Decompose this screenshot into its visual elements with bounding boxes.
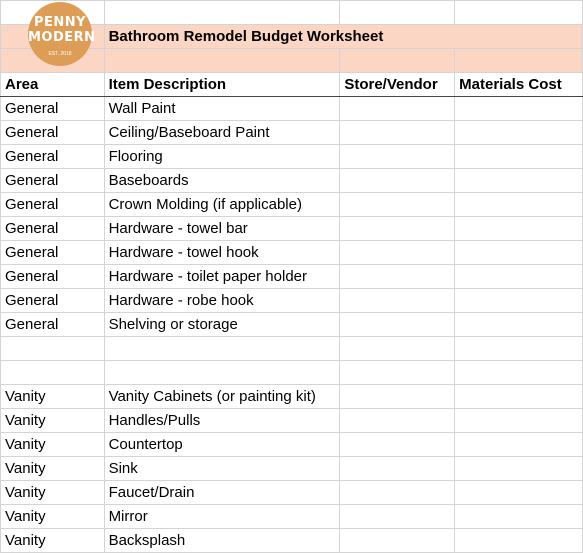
table-row — [1, 169, 583, 193]
item-description-cell[interactable]: Hardware - toilet paper holder — [104, 265, 340, 289]
table-row — [1, 265, 583, 289]
store-vendor-cell[interactable] — [340, 121, 455, 145]
table-row — [1, 289, 583, 313]
area-cell[interactable]: Vanity — [1, 457, 105, 481]
area-cell[interactable]: General — [1, 97, 105, 121]
store-vendor-cell[interactable] — [340, 337, 455, 361]
table-row — [1, 145, 583, 169]
area-cell[interactable]: General — [1, 313, 105, 337]
area-cell[interactable]: General — [1, 289, 105, 313]
table-row — [1, 313, 583, 337]
area-cell[interactable]: General — [1, 241, 105, 265]
table-row — [1, 409, 583, 433]
materials-cost-cell[interactable] — [455, 121, 583, 145]
item-description-cell[interactable]: Baseboards — [104, 169, 340, 193]
store-vendor-cell[interactable] — [340, 241, 455, 265]
table-row — [1, 361, 583, 385]
store-vendor-cell[interactable] — [340, 457, 455, 481]
store-vendor-cell[interactable] — [340, 481, 455, 505]
store-vendor-cell[interactable] — [340, 169, 455, 193]
item-description-cell[interactable] — [104, 337, 340, 361]
materials-cost-cell[interactable] — [455, 361, 583, 385]
area-cell[interactable] — [1, 337, 105, 361]
table-row — [1, 481, 583, 505]
materials-cost-cell[interactable] — [455, 457, 583, 481]
table-row — [1, 121, 583, 145]
table-row — [1, 193, 583, 217]
cell[interactable] — [104, 49, 340, 73]
cell[interactable] — [340, 1, 455, 25]
materials-cost-cell[interactable] — [455, 97, 583, 121]
item-description-cell[interactable]: Faucet/Drain — [104, 481, 340, 505]
store-vendor-cell[interactable] — [340, 145, 455, 169]
area-cell[interactable]: General — [1, 217, 105, 241]
item-description-cell[interactable] — [104, 361, 340, 385]
materials-cost-cell[interactable] — [455, 217, 583, 241]
materials-cost-cell[interactable] — [455, 385, 583, 409]
materials-cost-cell[interactable] — [455, 505, 583, 529]
table-row — [1, 529, 583, 553]
table-row — [1, 457, 583, 481]
item-description-cell[interactable]: Hardware - towel bar — [104, 217, 340, 241]
logo-line-1: PENNY — [33, 15, 87, 30]
area-cell[interactable]: General — [1, 265, 105, 289]
store-vendor-cell[interactable] — [340, 193, 455, 217]
area-cell[interactable] — [1, 361, 105, 385]
area-cell[interactable]: Vanity — [1, 385, 105, 409]
store-vendor-cell[interactable] — [340, 385, 455, 409]
item-description-cell[interactable]: Flooring — [104, 145, 340, 169]
materials-cost-cell[interactable] — [455, 433, 583, 457]
item-description-cell[interactable]: Sink — [104, 457, 340, 481]
materials-cost-cell[interactable] — [455, 145, 583, 169]
sheet-title[interactable]: Bathroom Remodel Budget Worksheet — [104, 25, 582, 49]
header-store-vendor[interactable]: Store/Vendor — [340, 73, 455, 97]
materials-cost-cell[interactable] — [455, 313, 583, 337]
item-description-cell[interactable]: Ceiling/Baseboard Paint — [104, 121, 340, 145]
item-description-cell[interactable]: Vanity Cabinets (or painting kit) — [104, 385, 340, 409]
materials-cost-cell[interactable] — [455, 481, 583, 505]
store-vendor-cell[interactable] — [340, 409, 455, 433]
header-item-description[interactable]: Item Description — [104, 73, 340, 97]
store-vendor-cell[interactable] — [340, 97, 455, 121]
item-description-cell[interactable]: Hardware - robe hook — [104, 289, 340, 313]
area-cell[interactable]: General — [1, 169, 105, 193]
materials-cost-cell[interactable] — [455, 529, 583, 553]
item-description-cell[interactable]: Crown Molding (if applicable) — [104, 193, 340, 217]
materials-cost-cell[interactable] — [455, 169, 583, 193]
cell[interactable] — [104, 1, 340, 25]
materials-cost-cell[interactable] — [455, 193, 583, 217]
table-row — [1, 241, 583, 265]
item-description-cell[interactable]: Hardware - towel hook — [104, 241, 340, 265]
penny-modern-logo — [28, 2, 96, 66]
header-row — [1, 73, 583, 97]
header-area[interactable]: Area — [1, 73, 105, 97]
store-vendor-cell[interactable] — [340, 265, 455, 289]
cell[interactable] — [455, 1, 583, 25]
store-vendor-cell[interactable] — [340, 433, 455, 457]
item-description-cell[interactable]: Wall Paint — [104, 97, 340, 121]
table-row — [1, 433, 583, 457]
store-vendor-cell[interactable] — [340, 505, 455, 529]
item-description-cell[interactable]: Shelving or storage — [104, 313, 340, 337]
area-cell[interactable]: General — [1, 145, 105, 169]
header-materials-cost[interactable]: Materials Cost — [455, 73, 583, 97]
materials-cost-cell[interactable] — [455, 337, 583, 361]
store-vendor-cell[interactable] — [340, 217, 455, 241]
materials-cost-cell[interactable] — [455, 409, 583, 433]
materials-cost-cell[interactable] — [455, 241, 583, 265]
table-row — [1, 217, 583, 241]
store-vendor-cell[interactable] — [340, 529, 455, 553]
item-description-cell[interactable]: Mirror — [104, 505, 340, 529]
area-cell[interactable]: Vanity — [1, 529, 105, 553]
cell[interactable] — [455, 49, 583, 73]
logo-line-2: MODERN — [28, 30, 96, 45]
table-row — [1, 385, 583, 409]
logo-tagline: EST. 2018 — [48, 51, 72, 57]
table-row — [1, 97, 583, 121]
table-row — [1, 505, 583, 529]
item-description-cell[interactable]: Handles/Pulls — [104, 409, 340, 433]
area-cell[interactable]: General — [1, 193, 105, 217]
area-cell[interactable]: Vanity — [1, 481, 105, 505]
area-cell[interactable]: General — [1, 121, 105, 145]
item-description-cell[interactable]: Countertop — [104, 433, 340, 457]
area-cell[interactable]: Vanity — [1, 433, 105, 457]
item-description-cell[interactable]: Backsplash — [104, 529, 340, 553]
table-row — [1, 337, 583, 361]
materials-cost-cell[interactable] — [455, 265, 583, 289]
materials-cost-cell[interactable] — [455, 289, 583, 313]
cell[interactable] — [340, 49, 455, 73]
store-vendor-cell[interactable] — [340, 313, 455, 337]
store-vendor-cell[interactable] — [340, 361, 455, 385]
area-cell[interactable]: Vanity — [1, 505, 105, 529]
store-vendor-cell[interactable] — [340, 289, 455, 313]
area-cell[interactable]: Vanity — [1, 409, 105, 433]
